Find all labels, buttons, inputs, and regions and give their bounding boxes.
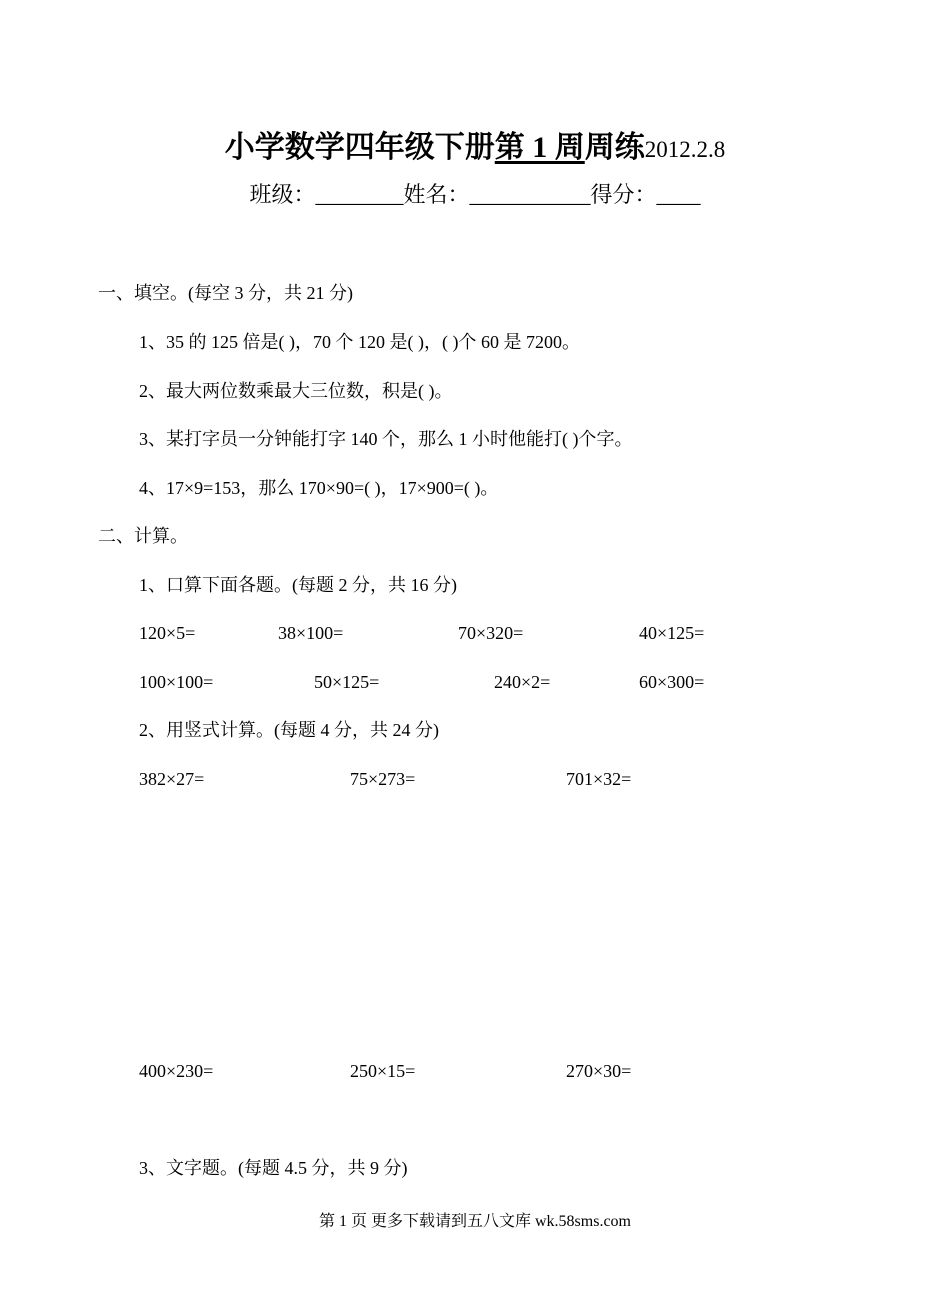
- vertical-calc-item: 270×30=: [566, 1061, 632, 1081]
- fill-question-1: 1、35 的 125 倍是( )，70 个 120 是( )，( )个 60 是 7200。: [139, 332, 580, 352]
- page-title: [0, 128, 950, 170]
- mental-calc-item: 240×2=: [494, 672, 551, 692]
- vertical-calc-heading: 2、用竖式计算。(每题 4 分，共 24 分): [139, 720, 439, 740]
- mental-calc-heading: 1、口算下面各题。(每题 2 分，共 16 分): [139, 575, 457, 595]
- mental-calc-item: 38×100=: [278, 623, 344, 643]
- mental-calc-item: 120×5=: [139, 623, 196, 643]
- title-main: 小学数学四年级下册: [224, 131, 495, 164]
- vertical-calc-item: 250×15=: [350, 1061, 416, 1081]
- vertical-calc-item: 382×27=: [139, 769, 205, 789]
- vertical-calc-item: 75×273=: [350, 769, 416, 789]
- mental-calc-item: 60×300=: [639, 672, 705, 692]
- title-suffix: 周练: [584, 131, 645, 164]
- fill-question-3: 3、某打字员一分钟能打字 140 个，那么 1 小时他能打( )个字。: [139, 429, 633, 449]
- student-info-line: 班级：________姓名：___________得分：____: [249, 182, 701, 207]
- mental-calc-item: 70×320=: [458, 623, 524, 643]
- vertical-calc-item: 701×32=: [566, 769, 632, 789]
- mental-calc-item: 100×100=: [139, 672, 214, 692]
- section2-heading: 二、计算。: [98, 526, 188, 546]
- title-date: 2012.2.8: [644, 137, 726, 162]
- word-problem-heading: 3、文字题。(每题 4.5 分，共 9 分): [139, 1158, 408, 1178]
- title-week: 第 1 周: [494, 131, 585, 164]
- fill-question-4: 4、17×9=153，那么 170×90=( )，17×900=( )。: [139, 478, 499, 498]
- vertical-calc-item: 400×230=: [139, 1061, 214, 1081]
- fill-question-2: 2、最大两位数乘最大三位数，积是( )。: [139, 381, 453, 401]
- mental-calc-item: 50×125=: [314, 672, 380, 692]
- mental-calc-item: 40×125=: [639, 623, 705, 643]
- page-footer: 第 1 页 更多下载请到五八文库 wk.58sms.com: [318, 1213, 631, 1230]
- section1-heading: 一、填空。(每空 3 分，共 21 分): [98, 283, 353, 303]
